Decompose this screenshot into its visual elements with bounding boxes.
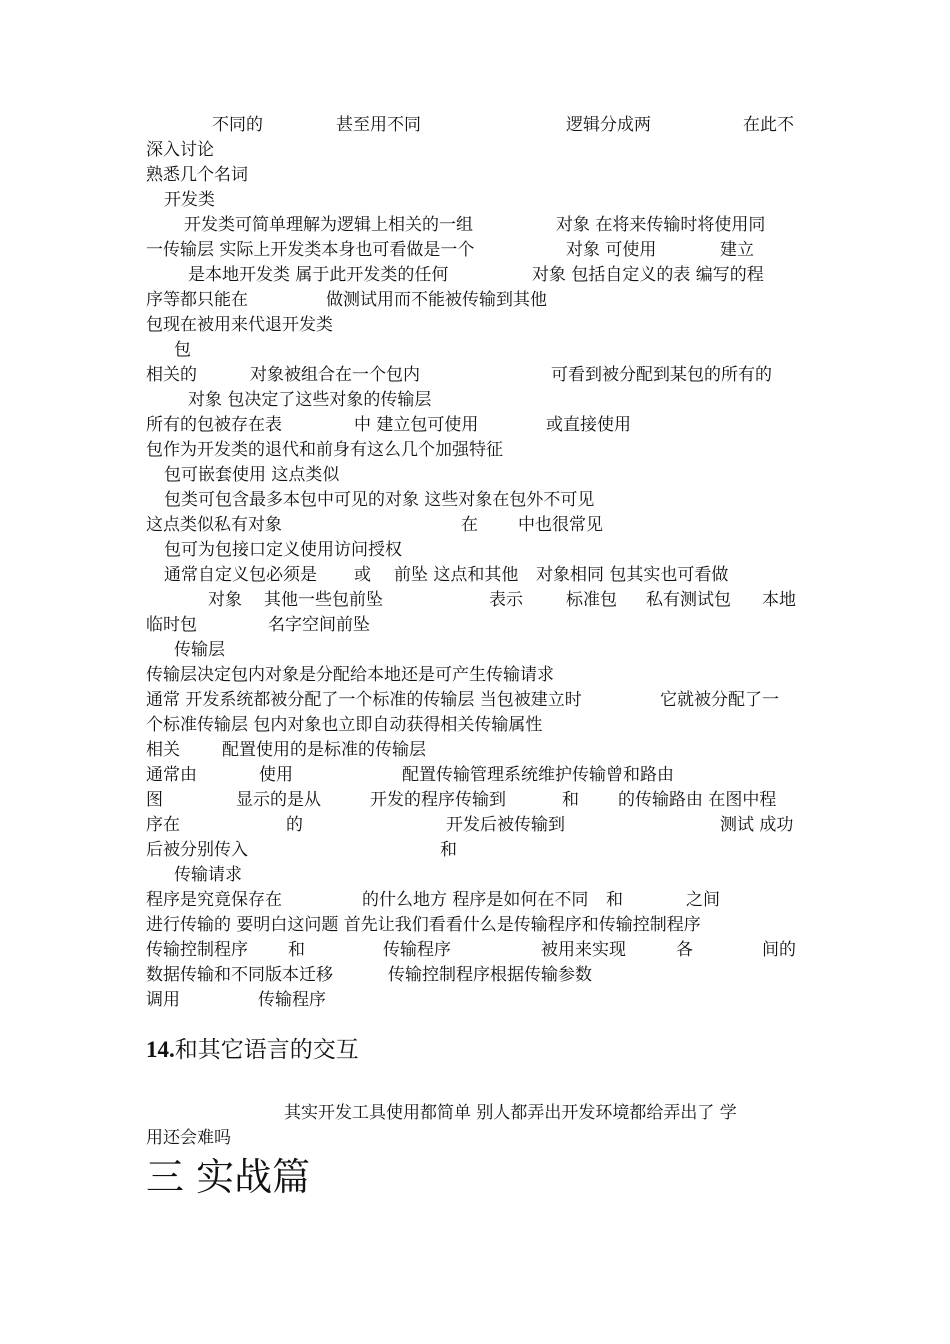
- text-segment: 不同的: [212, 115, 263, 135]
- text-line: [146, 213, 804, 238]
- text-segment: 包可嵌套使用 这点类似: [164, 465, 340, 485]
- text-segment: 或直接使用: [546, 415, 631, 435]
- text-line: [146, 613, 804, 638]
- text-segment: 其他一些包前坠: [264, 590, 383, 610]
- text-line: [146, 813, 804, 838]
- text-segment: 它就被分配了一: [660, 690, 779, 710]
- text-segment: 相关的: [146, 365, 197, 385]
- text-line: [146, 138, 804, 163]
- text-line: [146, 363, 804, 388]
- text-segment: 的传输路由 在图中程: [618, 790, 777, 810]
- text-segment: 开发类可简单理解为逻辑上相关的一组: [184, 215, 473, 235]
- text-segment: 之间: [686, 890, 720, 910]
- text-segment: 对象被组合在一个包内: [250, 365, 420, 385]
- text-segment: 包现在被用来代退开发类: [146, 315, 333, 335]
- text-segment: 传输层: [174, 640, 225, 660]
- section-number: 14.: [146, 1037, 175, 1062]
- text-segment: 开发后被传输到: [446, 815, 565, 835]
- text-line: [146, 763, 804, 788]
- text-segment: 通常由: [146, 765, 197, 785]
- text-segment: 开发的程序传输到: [370, 790, 506, 810]
- text-line: [146, 863, 804, 888]
- text-segment: 和: [562, 790, 579, 810]
- text-line: [146, 488, 804, 513]
- text-segment: 显示的是从: [236, 790, 321, 810]
- text-segment: 传输控制程序根据传输参数: [388, 965, 592, 985]
- text-segment: 通常自定义包必须是: [164, 565, 317, 585]
- text-line: [146, 438, 804, 463]
- text-segment: 临时包: [146, 615, 197, 635]
- text-line: [146, 963, 804, 988]
- text-segment: 可看到被分配到某包的所有的: [551, 365, 772, 385]
- text-segment: 传输层决定包内对象是分配给本地还是可产生传输请求: [146, 665, 554, 685]
- text-segment: 和: [288, 940, 305, 960]
- text-segment: 调用: [146, 990, 180, 1010]
- text-segment: 使用: [259, 765, 293, 785]
- text-segment: 个标准传输层 包内对象也立即自动获得相关传输属性: [146, 715, 543, 735]
- text-segment: 序等都只能在: [146, 290, 248, 310]
- text-line: [146, 263, 804, 288]
- text-segment: 名字空间前坠: [268, 615, 370, 635]
- text-segment: 被用来实现: [541, 940, 626, 960]
- text-segment: 这点类似私有对象: [146, 515, 282, 535]
- text-segment: 传输程序: [258, 990, 326, 1010]
- text-line: [146, 413, 804, 438]
- text-segment: 包作为开发类的退代和前身有这么几个加强特征: [146, 440, 503, 460]
- text-segment: 熟悉几个名词: [146, 165, 248, 185]
- text-segment: 所有的包被存在表: [146, 415, 282, 435]
- text-segment: 对象 包决定了这些对象的传输层: [188, 390, 432, 410]
- text-segment: 进行传输的 要明白这问题 首先让我们看看什么是传输程序和传输控制程序: [146, 915, 701, 935]
- chapter-heading: 三 实战篇: [146, 1155, 311, 1199]
- text-segment: 包: [174, 340, 191, 360]
- text-line: [146, 463, 804, 488]
- text-segment: 在此不: [743, 115, 794, 135]
- text-line: [146, 688, 804, 713]
- text-segment: 测试 成功: [720, 815, 794, 835]
- text-segment: 相关: [146, 740, 180, 760]
- text-segment: 的什么地方 程序是如何在不同: [362, 890, 589, 910]
- text-segment: 或: [354, 565, 371, 585]
- text-segment: 程序是究竟保存在: [146, 890, 282, 910]
- text-segment: 前坠 这点和其他: [394, 565, 519, 585]
- text-segment: 在: [461, 515, 478, 535]
- text-segment: 数据传输和不同版本迁移: [146, 965, 333, 985]
- text-segment: 传输请求: [174, 865, 242, 885]
- text-segment: 用还会难吗: [146, 1128, 231, 1148]
- text-segment: 深入讨论: [146, 140, 214, 160]
- text-segment: 对象: [208, 590, 242, 610]
- text-segment: 对象 可使用: [566, 240, 657, 260]
- text-segment: 标准包: [566, 590, 617, 610]
- section-title: 和其它语言的交互: [174, 1037, 359, 1063]
- text-segment: 开发类: [164, 190, 215, 210]
- text-line: [146, 388, 804, 413]
- text-segment: 一传输层 实际上开发类本身也可看做是一个: [146, 240, 475, 260]
- text-line: [146, 163, 804, 188]
- text-line: [146, 913, 804, 938]
- text-segment: 其实开发工具使用都简单 别人都弄出开发环境都给弄出了 学: [284, 1103, 737, 1123]
- text-line: [146, 238, 804, 263]
- text-segment: 间的: [762, 940, 796, 960]
- text-line: [146, 663, 804, 688]
- text-segment: 对象 在将来传输时将使用同: [556, 215, 766, 235]
- text-segment: 建立: [720, 240, 754, 260]
- text-line: [146, 288, 804, 313]
- text-segment: 包可为包接口定义使用访问授权: [164, 540, 402, 560]
- text-segment: 甚至用不同: [336, 115, 421, 135]
- text-line: [146, 738, 804, 763]
- text-line: [146, 588, 804, 613]
- text-line: [146, 538, 804, 563]
- text-segment: 对象相同 包其实也可看做: [536, 565, 729, 585]
- text-segment: 通常 开发系统都被分配了一个标准的传输层 当包被建立时: [146, 690, 582, 710]
- text-segment: 包类可包含最多本包中可见的对象 这些对象在包外不可见: [164, 490, 595, 510]
- text-line: [146, 188, 804, 213]
- text-segment: 和: [440, 840, 457, 860]
- text-segment: 后被分别传入: [146, 840, 248, 860]
- text-segment: 本地: [762, 590, 796, 610]
- text-line: [146, 788, 804, 813]
- text-line: [146, 838, 804, 863]
- text-segment: 私有测试包: [646, 590, 731, 610]
- text-line: [146, 113, 804, 138]
- text-segment: 和: [606, 890, 623, 910]
- text-segment: 中也很常见: [518, 515, 603, 535]
- text-segment: 对象 包括自定义的表 编写的程: [532, 265, 764, 285]
- text-line: [146, 638, 804, 663]
- text-line: [146, 338, 804, 363]
- text-segment: 做测试用而不能被传输到其他: [326, 290, 547, 310]
- text-segment: 的: [286, 815, 303, 835]
- text-line: [146, 1126, 804, 1151]
- text-segment: 中 建立包可使用: [354, 415, 479, 435]
- text-segment: 表示: [489, 590, 523, 610]
- text-line: [146, 938, 804, 963]
- text-segment: 逻辑分成两: [566, 115, 651, 135]
- text-line: [146, 313, 804, 338]
- text-segment: 是本地开发类 属于此开发类的任何: [188, 265, 449, 285]
- text-segment: 序在: [146, 815, 180, 835]
- text-line: [146, 1101, 804, 1126]
- section-heading-14: [146, 1034, 359, 1066]
- text-segment: 配置传输管理系统维护传输曾和路由: [402, 765, 674, 785]
- text-line: [146, 888, 804, 913]
- text-line: [146, 513, 804, 538]
- text-segment: 传输控制程序: [146, 940, 248, 960]
- text-line: [146, 988, 804, 1013]
- text-segment: 传输程序: [383, 940, 451, 960]
- text-line: [146, 563, 804, 588]
- text-segment: 各: [676, 940, 693, 960]
- text-line: [146, 713, 804, 738]
- text-segment: 图: [146, 790, 163, 810]
- text-segment: 配置使用的是标准的传输层: [222, 740, 426, 760]
